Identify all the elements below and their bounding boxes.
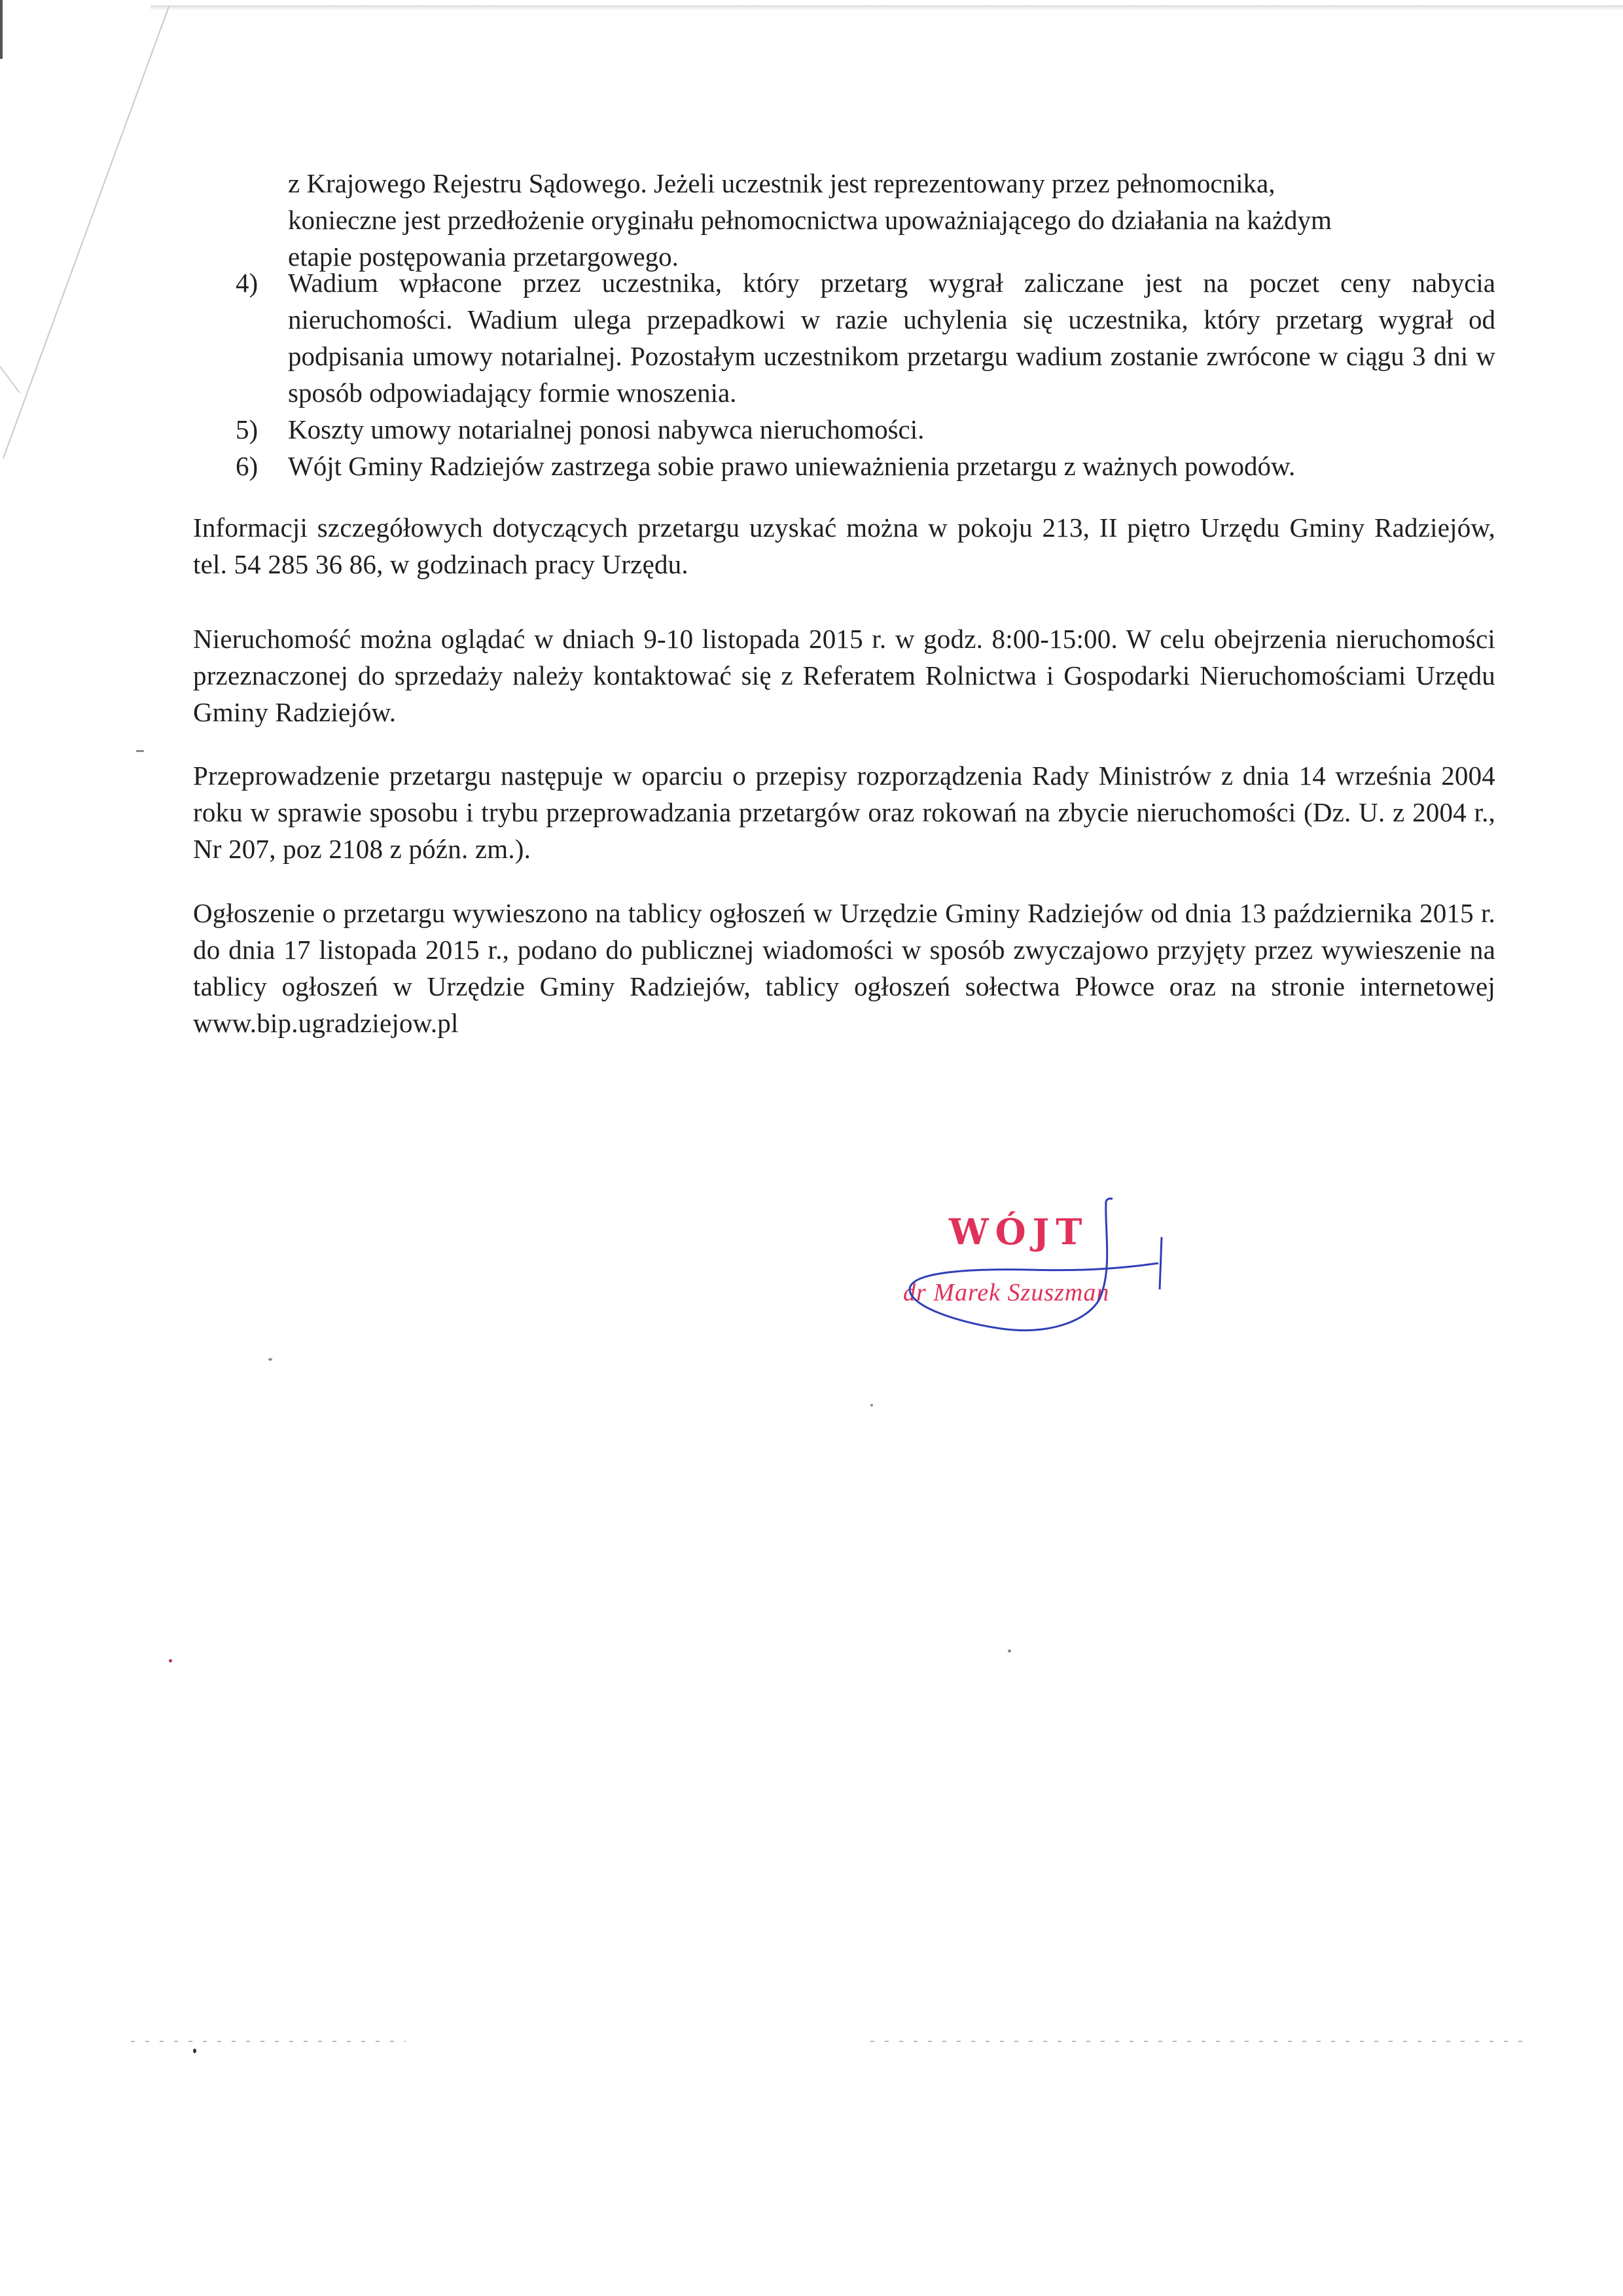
scan-top-edge — [151, 5, 1623, 10]
list-text: Wadium wpłacone przez uczestnika, który przetarg wygrał zaliczane jest na poczet ceny nabycia nieruchomości. Wadium ulega przepadkowi w razie uchylenia się uczestnika, który przetarg wygrał od podpisania umowy notarialnej. Pozostałym uczestnikom przetargu wadium zostanie zwrócone w ciągu 3 dni w sposób odpowiadający formie wnoszenia. — [288, 268, 1495, 408]
info-text: Informacji szczegółowych dotyczących przetargu uzyskać można w pokoju 213, II piętro Urzędu Gminy Radziejów, tel. 54 285 36 86, w godzinach pracy Urzędu. — [193, 512, 1495, 579]
list-item — [236, 448, 1495, 484]
list-number: 5) — [236, 414, 259, 444]
scan-speck — [193, 2049, 196, 2053]
list-text: Koszty umowy notarialnej ponosi nabywca nieruchomości. — [288, 414, 925, 444]
legal-paragraph — [193, 757, 1495, 867]
scan-dash-line — [131, 2041, 406, 2042]
list-item — [236, 264, 1495, 411]
conditions-list — [236, 264, 1495, 484]
info-paragraph — [193, 509, 1495, 583]
legal-text: Przeprowadzenie przetargu następuje w oparciu o przepisy rozporządzenia Rady Ministrów z dnia 14 września 2004 roku w sprawie sposobu i trybu przeprowadzania przetargów oraz rokowań na zbycie nieruchomości (Dz. U. z 2004 r., Nr 207, poz 2108 z późn. zm.). — [193, 761, 1495, 864]
viewing-text: Nieruchomość można oglądać w dniach 9-10 listopada 2015 r. w godz. 8:00-15:00. W celu obejrzenia nieruchomości przeznaczonej do sprzedaży należy kontaktować się z Referatem Rolnictwa i Gospodarki Nieruchomościami Urzędu Gminy Radziejów. — [193, 624, 1495, 727]
stamp-name: dr Marek Szuszman — [903, 1279, 1110, 1306]
scan-speck — [136, 750, 144, 752]
scan-dash-line — [870, 2041, 1525, 2042]
continued-paragraph — [288, 165, 1495, 275]
continued-line-3: etapie postępowania przetargowego. — [288, 242, 679, 272]
viewing-paragraph — [193, 620, 1495, 730]
scan-speck — [870, 1404, 873, 1407]
list-number: 6) — [236, 451, 259, 481]
stamp-title: WÓJT — [949, 1211, 1089, 1253]
scan-speck — [169, 1659, 172, 1662]
announcement-text: Ogłoszenie o przetargu wywieszono na tablicy ogłoszeń w Urzędzie Gminy Radziejów od dnia 13 października 2015 r. do dnia 17 listopada 2015 r., podano do publicznej wiadomości w sposób zwyczajowo przyjęty przez wywieszenie na tablicy ogłoszeń w Urzędzie Gminy Radziejów, tablicy ogłoszeń sołectwa Płowce oraz na stronie internetowej www.bip.ugradziejow.pl — [193, 898, 1495, 1038]
list-item — [236, 411, 1495, 448]
list-text: Wójt Gminy Radziejów zastrzega sobie prawo unieważnienia przetargu z ważnych powodów. — [288, 451, 1296, 481]
scan-left-edge — [0, 0, 170, 2296]
scan-speck — [1008, 1649, 1011, 1653]
continued-line-2: konieczne jest przedłożenie oryginału pełnomocnictwa upoważniającego do działania na każdym — [288, 205, 1332, 235]
official-stamp — [897, 1191, 1198, 1348]
announcement-paragraph — [193, 895, 1495, 1041]
list-number: 4) — [236, 268, 259, 298]
scan-speck — [268, 1358, 272, 1361]
continued-line-1: z Krajowego Rejestru Sądowego. Jeżeli uczestnik jest reprezentowany przez pełnomocnika, — [288, 168, 1275, 198]
handwritten-signature — [897, 1191, 1198, 1348]
